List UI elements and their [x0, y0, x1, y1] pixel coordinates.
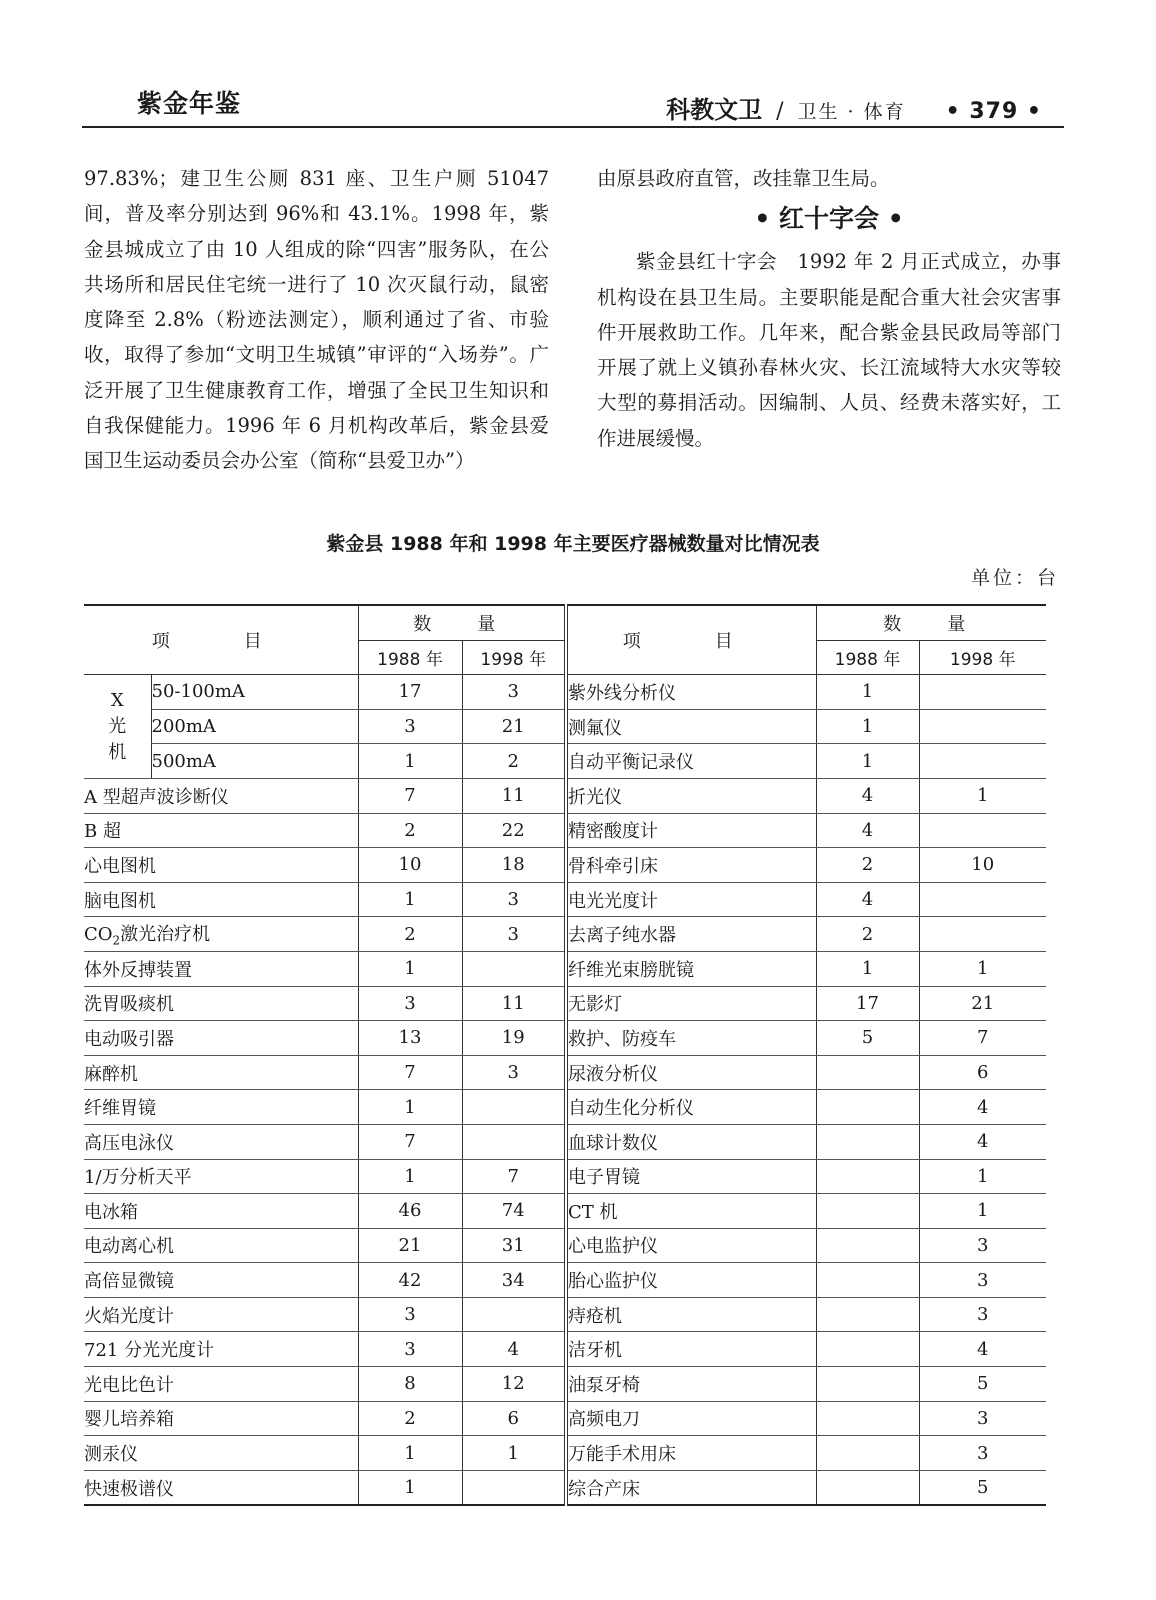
- count-1998-cell: 10: [919, 848, 1046, 883]
- count-1988-cell: 1: [358, 1090, 462, 1125]
- count-1988-cell: [816, 1470, 919, 1505]
- item-name-cell: 麻醉机: [84, 1055, 358, 1090]
- count-1988-cell: [816, 1090, 919, 1125]
- item-name-cell: 电子胃镜: [566, 1159, 816, 1194]
- count-1998-cell: 18: [462, 848, 566, 883]
- header-quantity-right: 数 量: [816, 605, 1046, 640]
- count-1998-cell: 12: [462, 1367, 566, 1402]
- item-name-cell: 油泵牙椅: [566, 1367, 816, 1402]
- xray-group-label: [84, 675, 151, 779]
- count-1998-cell: 1: [919, 951, 1046, 986]
- left-column: [84, 161, 549, 479]
- header-year-1988: 1988 年: [358, 640, 462, 675]
- table-row: [84, 1228, 1046, 1263]
- header-slash: /: [776, 99, 784, 124]
- table-row: [84, 1263, 1046, 1298]
- item-name-cell: 纤维胃镜: [84, 1090, 358, 1125]
- table-row: [84, 1332, 1046, 1367]
- count-1998-cell: 31: [462, 1228, 566, 1263]
- item-name-cell: 去离子纯水器: [566, 917, 816, 952]
- table-unit: 单位：台: [970, 567, 1059, 589]
- count-1988-cell: 1: [816, 951, 919, 986]
- count-1998-cell: 1: [919, 1194, 1046, 1229]
- count-1988-cell: [816, 1401, 919, 1436]
- count-1988-cell: 42: [358, 1263, 462, 1298]
- count-1988-cell: 1: [816, 675, 919, 710]
- item-name-cell: 心电图机: [84, 848, 358, 883]
- item-name-cell: 快速极谱仪: [84, 1470, 358, 1505]
- table-row: [84, 1194, 1046, 1229]
- count-1988-cell: 3: [358, 986, 462, 1021]
- body-paragraph: 97.83%；建卫生公厕 831 座、卫生户厕 51047 间，普及率分别达到 96%和 43.1%。1998 年，紫金县城成立了由 10 人组成的除“四害”服务队，在公共场所和居民住宅统一进行了 10 次灭鼠行动，鼠密度降至 2.8%（粉迹法测定），顺利通过了省、市验收，取得了参加“文明卫生城镇”审评的“入场券”。广泛开展了卫生健康教育工作，增强了全民卫生知识和自我保健能力。1996 年 6 月机构改革后，紫金县爱国卫生运动委员会办公室（简称“县爱卫办”）: [84, 167, 549, 473]
- count-1988-cell: [816, 1367, 919, 1402]
- count-1988-cell: 1: [358, 1159, 462, 1194]
- subsection-name: 卫生 · 体育: [797, 101, 906, 123]
- count-1988-cell: 1: [816, 709, 919, 744]
- count-1998-cell: 2: [462, 744, 566, 779]
- xray-group-char: 机: [108, 741, 127, 763]
- count-1998-cell: [462, 951, 566, 986]
- page-number: • 379 •: [945, 99, 1042, 124]
- count-1988-cell: 46: [358, 1194, 462, 1229]
- item-name-cell: 自动生化分析仪: [566, 1090, 816, 1125]
- count-1988-cell: 17: [358, 675, 462, 710]
- count-1998-cell: [919, 744, 1046, 779]
- count-1988-cell: [816, 1263, 919, 1298]
- header-year-1998: 1998 年: [919, 640, 1046, 675]
- table-row: [84, 1055, 1046, 1090]
- item-name-cell: 洁牙机: [566, 1332, 816, 1367]
- item-name-cell: 光电比色计: [84, 1367, 358, 1402]
- item-name-cell: 综合产床: [566, 1470, 816, 1505]
- count-1998-cell: 19: [462, 1021, 566, 1056]
- count-1998-cell: 11: [462, 986, 566, 1021]
- count-1988-cell: [816, 1124, 919, 1159]
- header-quantity-left: 数 量: [358, 605, 566, 640]
- count-1988-cell: 17: [816, 986, 919, 1021]
- count-1988-cell: 1: [358, 951, 462, 986]
- count-1998-cell: 3: [462, 882, 566, 917]
- count-1998-cell: 3: [919, 1297, 1046, 1332]
- running-header-right: [666, 90, 1042, 125]
- count-1998-cell: 4: [919, 1332, 1046, 1367]
- count-1998-cell: 1: [462, 1436, 566, 1471]
- count-1998-cell: 3: [462, 1055, 566, 1090]
- item-name-cell: B 超: [84, 813, 358, 848]
- xray-power-cell: 200mA: [151, 709, 358, 744]
- count-1988-cell: 3: [358, 709, 462, 744]
- item-name-cell: 电冰箱: [84, 1194, 358, 1229]
- item-name-cell: 心电监护仪: [566, 1228, 816, 1263]
- table-row: [84, 1159, 1046, 1194]
- count-1998-cell: 22: [462, 813, 566, 848]
- item-name-cell: 测汞仪: [84, 1436, 358, 1471]
- table-row: [84, 1401, 1046, 1436]
- table-row: [84, 1297, 1046, 1332]
- count-1998-cell: 5: [919, 1470, 1046, 1505]
- count-1998-cell: [462, 1297, 566, 1332]
- item-name-cell: 高频电刀: [566, 1401, 816, 1436]
- item-name-cell: 万能手术用床: [566, 1436, 816, 1471]
- count-1988-cell: [816, 1194, 919, 1229]
- table-row: [84, 917, 1046, 952]
- item-name-cell: 折光仪: [566, 778, 816, 813]
- count-1988-cell: 4: [816, 813, 919, 848]
- count-1998-cell: 11: [462, 778, 566, 813]
- table-row: [84, 1470, 1046, 1505]
- count-1998-cell: 21: [462, 709, 566, 744]
- section-heading: • 红十字会 •: [754, 204, 904, 234]
- count-1988-cell: [816, 1297, 919, 1332]
- xray-power-cell: 50-100mA: [151, 675, 358, 710]
- count-1988-cell: 7: [358, 1055, 462, 1090]
- count-1998-cell: 7: [919, 1021, 1046, 1056]
- count-1988-cell: 1: [358, 882, 462, 917]
- count-1998-cell: [919, 675, 1046, 710]
- header-item-right: 项 目: [566, 605, 816, 675]
- count-1998-cell: 21: [919, 986, 1046, 1021]
- count-1998-cell: [462, 1470, 566, 1505]
- table-row: [84, 986, 1046, 1021]
- count-1988-cell: 10: [358, 848, 462, 883]
- table-row: [84, 1090, 1046, 1125]
- item-name-cell: 自动平衡记录仪: [566, 744, 816, 779]
- count-1998-cell: 6: [919, 1055, 1046, 1090]
- xray-power-cell: 500mA: [151, 744, 358, 779]
- count-1988-cell: 21: [358, 1228, 462, 1263]
- count-1988-cell: 2: [358, 917, 462, 952]
- item-name-cell: 胎心监护仪: [566, 1263, 816, 1298]
- item-name-cell: 体外反搏装置: [84, 951, 358, 986]
- table-row: [84, 778, 1046, 813]
- table-row: [84, 848, 1046, 883]
- table-row: [84, 709, 1046, 744]
- count-1988-cell: 2: [358, 1401, 462, 1436]
- item-name-cell: 测氟仪: [566, 709, 816, 744]
- item-name-cell: 骨科牵引床: [566, 848, 816, 883]
- xray-group-char: X: [110, 689, 124, 711]
- count-1998-cell: 3: [462, 917, 566, 952]
- count-1998-cell: 4: [462, 1332, 566, 1367]
- count-1998-cell: 1: [919, 1159, 1046, 1194]
- count-1988-cell: 1: [358, 744, 462, 779]
- table-title: 紫金县 1988 年和 1998 年主要医疗器械数量对比情况表: [326, 533, 820, 555]
- count-1998-cell: 4: [919, 1090, 1046, 1125]
- table-row: [84, 813, 1046, 848]
- count-1988-cell: 13: [358, 1021, 462, 1056]
- count-1988-cell: 1: [816, 744, 919, 779]
- count-1988-cell: [816, 1332, 919, 1367]
- count-1988-cell: 1: [358, 1436, 462, 1471]
- count-1988-cell: 3: [358, 1297, 462, 1332]
- item-name-cell: CT 机: [566, 1194, 816, 1229]
- header-item-left: 项 目: [84, 605, 358, 675]
- count-1998-cell: 3: [462, 675, 566, 710]
- item-name-part: 激光治疗机: [120, 924, 211, 946]
- table-row: [84, 1021, 1046, 1056]
- table-row: [84, 675, 1046, 710]
- item-name-cell: 痔疮机: [566, 1297, 816, 1332]
- continuation-paragraph: 由原县政府直管，改挂靠卫生局。: [597, 167, 890, 190]
- item-name-cell: 救护、防疫车: [566, 1021, 816, 1056]
- item-name-cell: 1/万分析天平: [84, 1159, 358, 1194]
- item-name-cell: 高压电泳仪: [84, 1124, 358, 1159]
- item-name-cell: 紫外线分析仪: [566, 675, 816, 710]
- count-1998-cell: [462, 1090, 566, 1125]
- item-name-cell: 电光光度计: [566, 882, 816, 917]
- count-1988-cell: 7: [358, 778, 462, 813]
- count-1988-cell: 2: [816, 848, 919, 883]
- table-row: [84, 744, 1046, 779]
- count-1988-cell: 2: [358, 813, 462, 848]
- item-name-cell: 721 分光光度计: [84, 1332, 358, 1367]
- count-1998-cell: 34: [462, 1263, 566, 1298]
- count-1998-cell: [919, 917, 1046, 952]
- count-1988-cell: [816, 1055, 919, 1090]
- header-rule: [82, 126, 1064, 128]
- item-name-cell: 高倍显微镜: [84, 1263, 358, 1298]
- item-name-subscript: 2: [112, 933, 121, 948]
- item-name-cell: 无影灯: [566, 986, 816, 1021]
- count-1998-cell: 3: [919, 1401, 1046, 1436]
- count-1988-cell: 4: [816, 778, 919, 813]
- table-row: [84, 1367, 1046, 1402]
- item-name-cell: 电动吸引器: [84, 1021, 358, 1056]
- equipment-table: [84, 604, 1046, 1506]
- count-1998-cell: [919, 709, 1046, 744]
- count-1998-cell: 6: [462, 1401, 566, 1436]
- item-name-cell: 纤维光束膀胱镜: [566, 951, 816, 986]
- table-row: [84, 951, 1046, 986]
- count-1998-cell: 4: [919, 1124, 1046, 1159]
- count-1988-cell: [816, 1436, 919, 1471]
- item-name-cell: 婴儿培养箱: [84, 1401, 358, 1436]
- item-name-cell: A 型超声波诊断仪: [84, 778, 358, 813]
- count-1998-cell: 3: [919, 1263, 1046, 1298]
- item-name-cell: 电动离心机: [84, 1228, 358, 1263]
- count-1998-cell: 1: [919, 778, 1046, 813]
- count-1998-cell: 3: [919, 1436, 1046, 1471]
- count-1998-cell: [919, 813, 1046, 848]
- book-title: 紫金年鉴: [137, 89, 242, 118]
- count-1988-cell: 3: [358, 1332, 462, 1367]
- count-1988-cell: 4: [816, 882, 919, 917]
- header-year-1998: 1998 年: [462, 640, 566, 675]
- right-column: [597, 161, 1061, 456]
- count-1988-cell: 8: [358, 1367, 462, 1402]
- count-1988-cell: [816, 1159, 919, 1194]
- header-year-1988: 1988 年: [816, 640, 919, 675]
- red-cross-paragraph: 紫金县红十字会 1992 年 2 月正式成立，办事机构设在县卫生局。主要职能是配合重大社会灾害事件开展救助工作。几年来，配合紫金县民政局等部门开展了就上义镇孙春林火灾、长江流域特大水灾等较大型的募捐活动。因编制、人员、经费未落实好，工作进展缓慢。: [597, 250, 1061, 450]
- item-name-cell: 精密酸度计: [566, 813, 816, 848]
- item-name-cell: 血球计数仪: [566, 1124, 816, 1159]
- item-name-cell: 尿液分析仪: [566, 1055, 816, 1090]
- count-1998-cell: 3: [919, 1228, 1046, 1263]
- xray-group-char: 光: [108, 715, 127, 737]
- count-1988-cell: [816, 1228, 919, 1263]
- count-1998-cell: [919, 882, 1046, 917]
- table-row: [84, 1436, 1046, 1471]
- count-1988-cell: 7: [358, 1124, 462, 1159]
- item-name-cell: 洗胃吸痰机: [84, 986, 358, 1021]
- count-1998-cell: 7: [462, 1159, 566, 1194]
- item-name-cell: [84, 917, 358, 952]
- item-name-cell: 脑电图机: [84, 882, 358, 917]
- item-name-part: CO: [84, 924, 113, 946]
- count-1988-cell: 1: [358, 1470, 462, 1505]
- table-body: [84, 675, 1046, 1506]
- count-1988-cell: 5: [816, 1021, 919, 1056]
- item-name-cell: 火焰光度计: [84, 1297, 358, 1332]
- count-1998-cell: [462, 1124, 566, 1159]
- table-row: [84, 882, 1046, 917]
- count-1988-cell: 2: [816, 917, 919, 952]
- section-name: 科教文卫: [666, 96, 763, 124]
- table-row: [84, 1124, 1046, 1159]
- count-1998-cell: 5: [919, 1367, 1046, 1402]
- count-1998-cell: 74: [462, 1194, 566, 1229]
